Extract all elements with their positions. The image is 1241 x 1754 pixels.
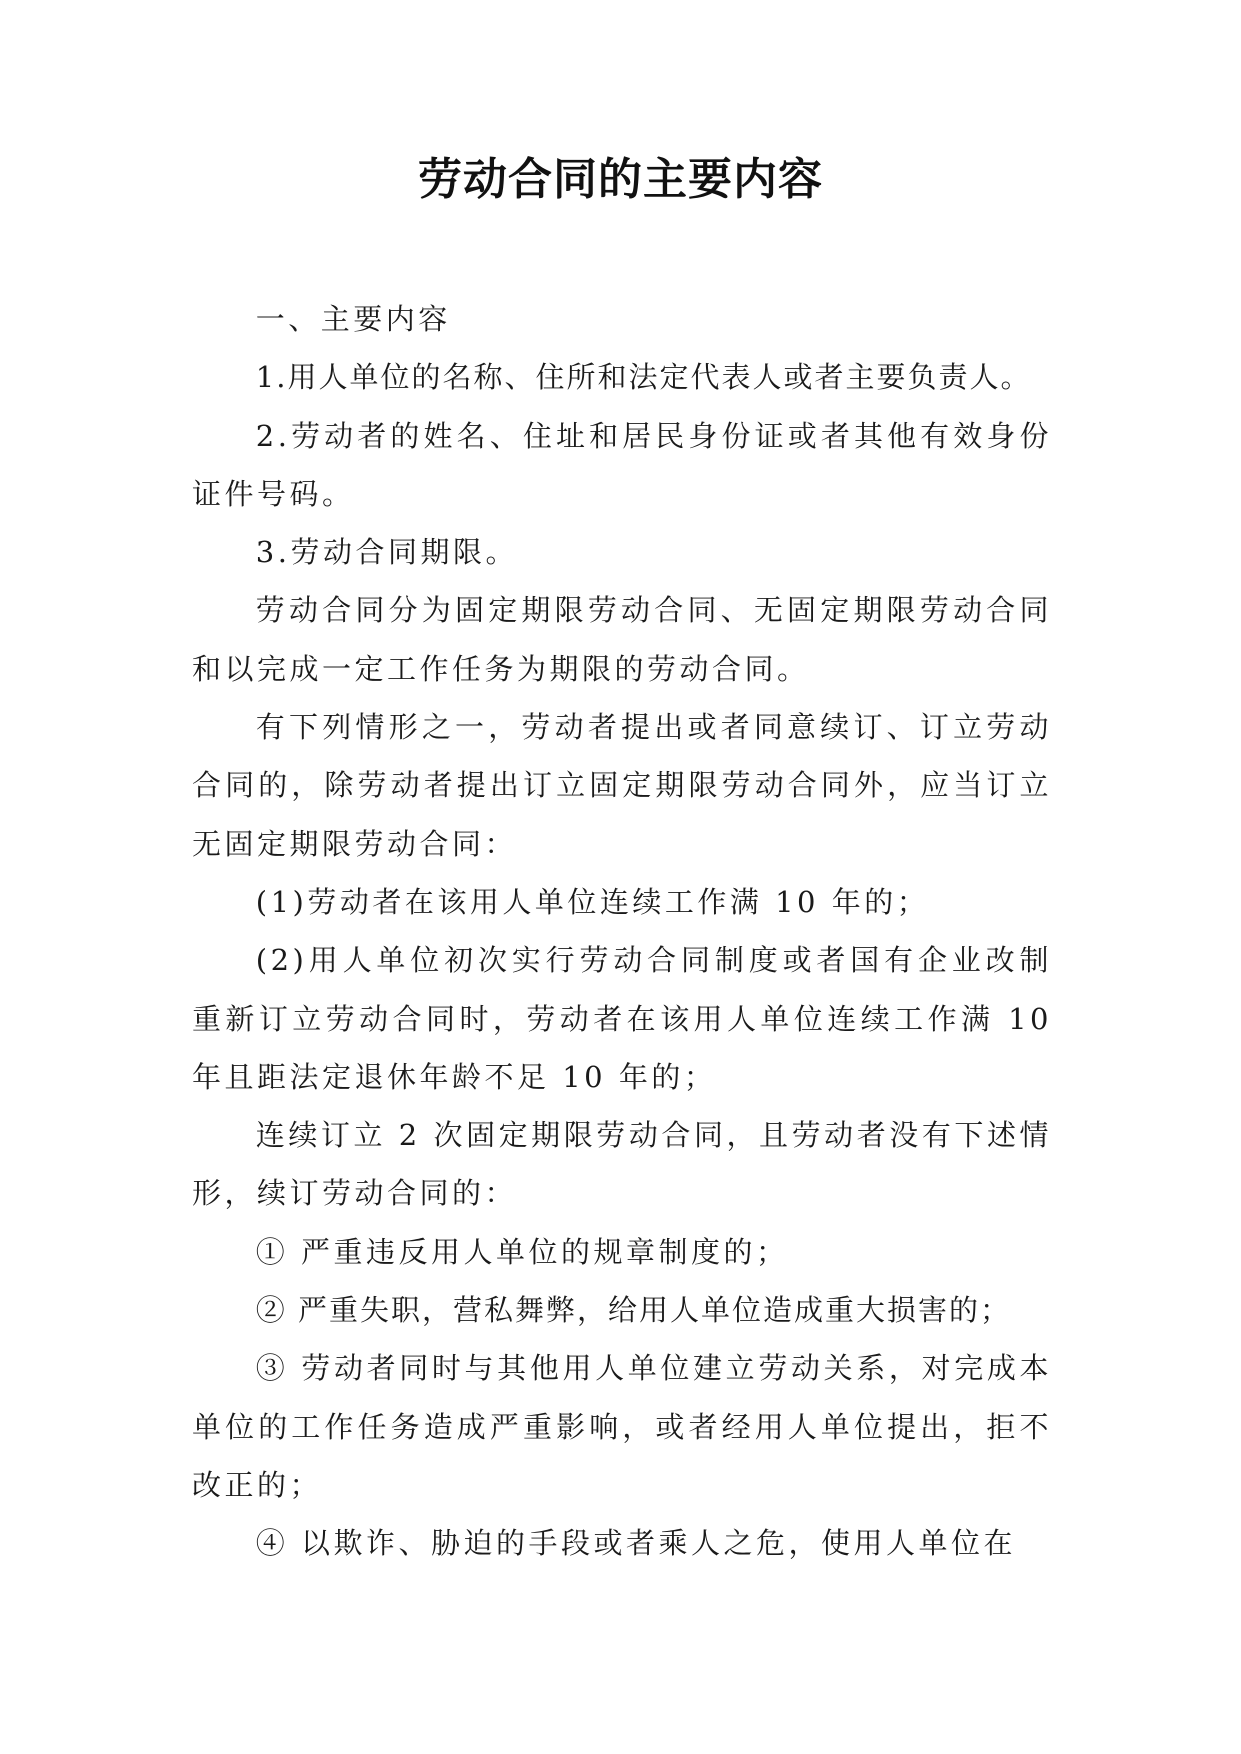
document-body [192,290,1052,1573]
paragraph-item-2: 2.劳动者的姓名、住址和居民身份证或者其他有效身份证件号码。 [192,418,1052,511]
paragraph-contract-types: 劳动合同分为固定期限劳动合同、无固定期限劳动合同和以完成一定工作任务为期限的劳动合同。 [192,593,1052,686]
list-item-circle-4: ④ 以欺诈、胁迫的手段或者乘人之危，使用人单位在 [255,1526,1017,1561]
list-item-circle-1: ① 严重违反用人单位的规章制度的； [255,1234,789,1269]
section-heading: 一、主要内容 [255,302,451,336]
paragraph-condition-2: (2)用人单位初次实行劳动合同制度或者国有企业改制重新订立劳动合同时，劳动者在该用人单位连续工作满 10 年且距法定退休年龄不足 10 年的； [192,943,1052,1094]
list-item-circle-2: ② 严重失职，营私舞弊，给用人单位造成重大损害的； [255,1293,1012,1328]
paragraph-item-3: 3.劳动合同期限。 [255,535,518,570]
list-item-circle-3: ③ 劳动者同时与其他用人单位建立劳动关系，对完成本单位的工作任务造成严重影响，或者经用人单位提出，拒不改正的； [192,1351,1052,1502]
paragraph-condition-1: (1)劳动者在该用人单位连续工作满 10 年的； [255,884,930,919]
paragraph-item-1: 1.用人单位的名称、住所和法定代表人或者主要负责人。 [255,360,1032,395]
paragraph-conditions-intro: 有下列情形之一，劳动者提出或者同意续订、订立劳动合同的，除劳动者提出订立固定期限劳动合同外，应当订立无固定期限劳动合同： [192,710,1052,861]
paragraph-consecutive-contracts: 连续订立 2 次固定期限劳动合同，且劳动者没有下述情形，续订劳动合同的： [192,1118,1052,1211]
document-title: 劳动合同的主要内容 [418,154,823,205]
